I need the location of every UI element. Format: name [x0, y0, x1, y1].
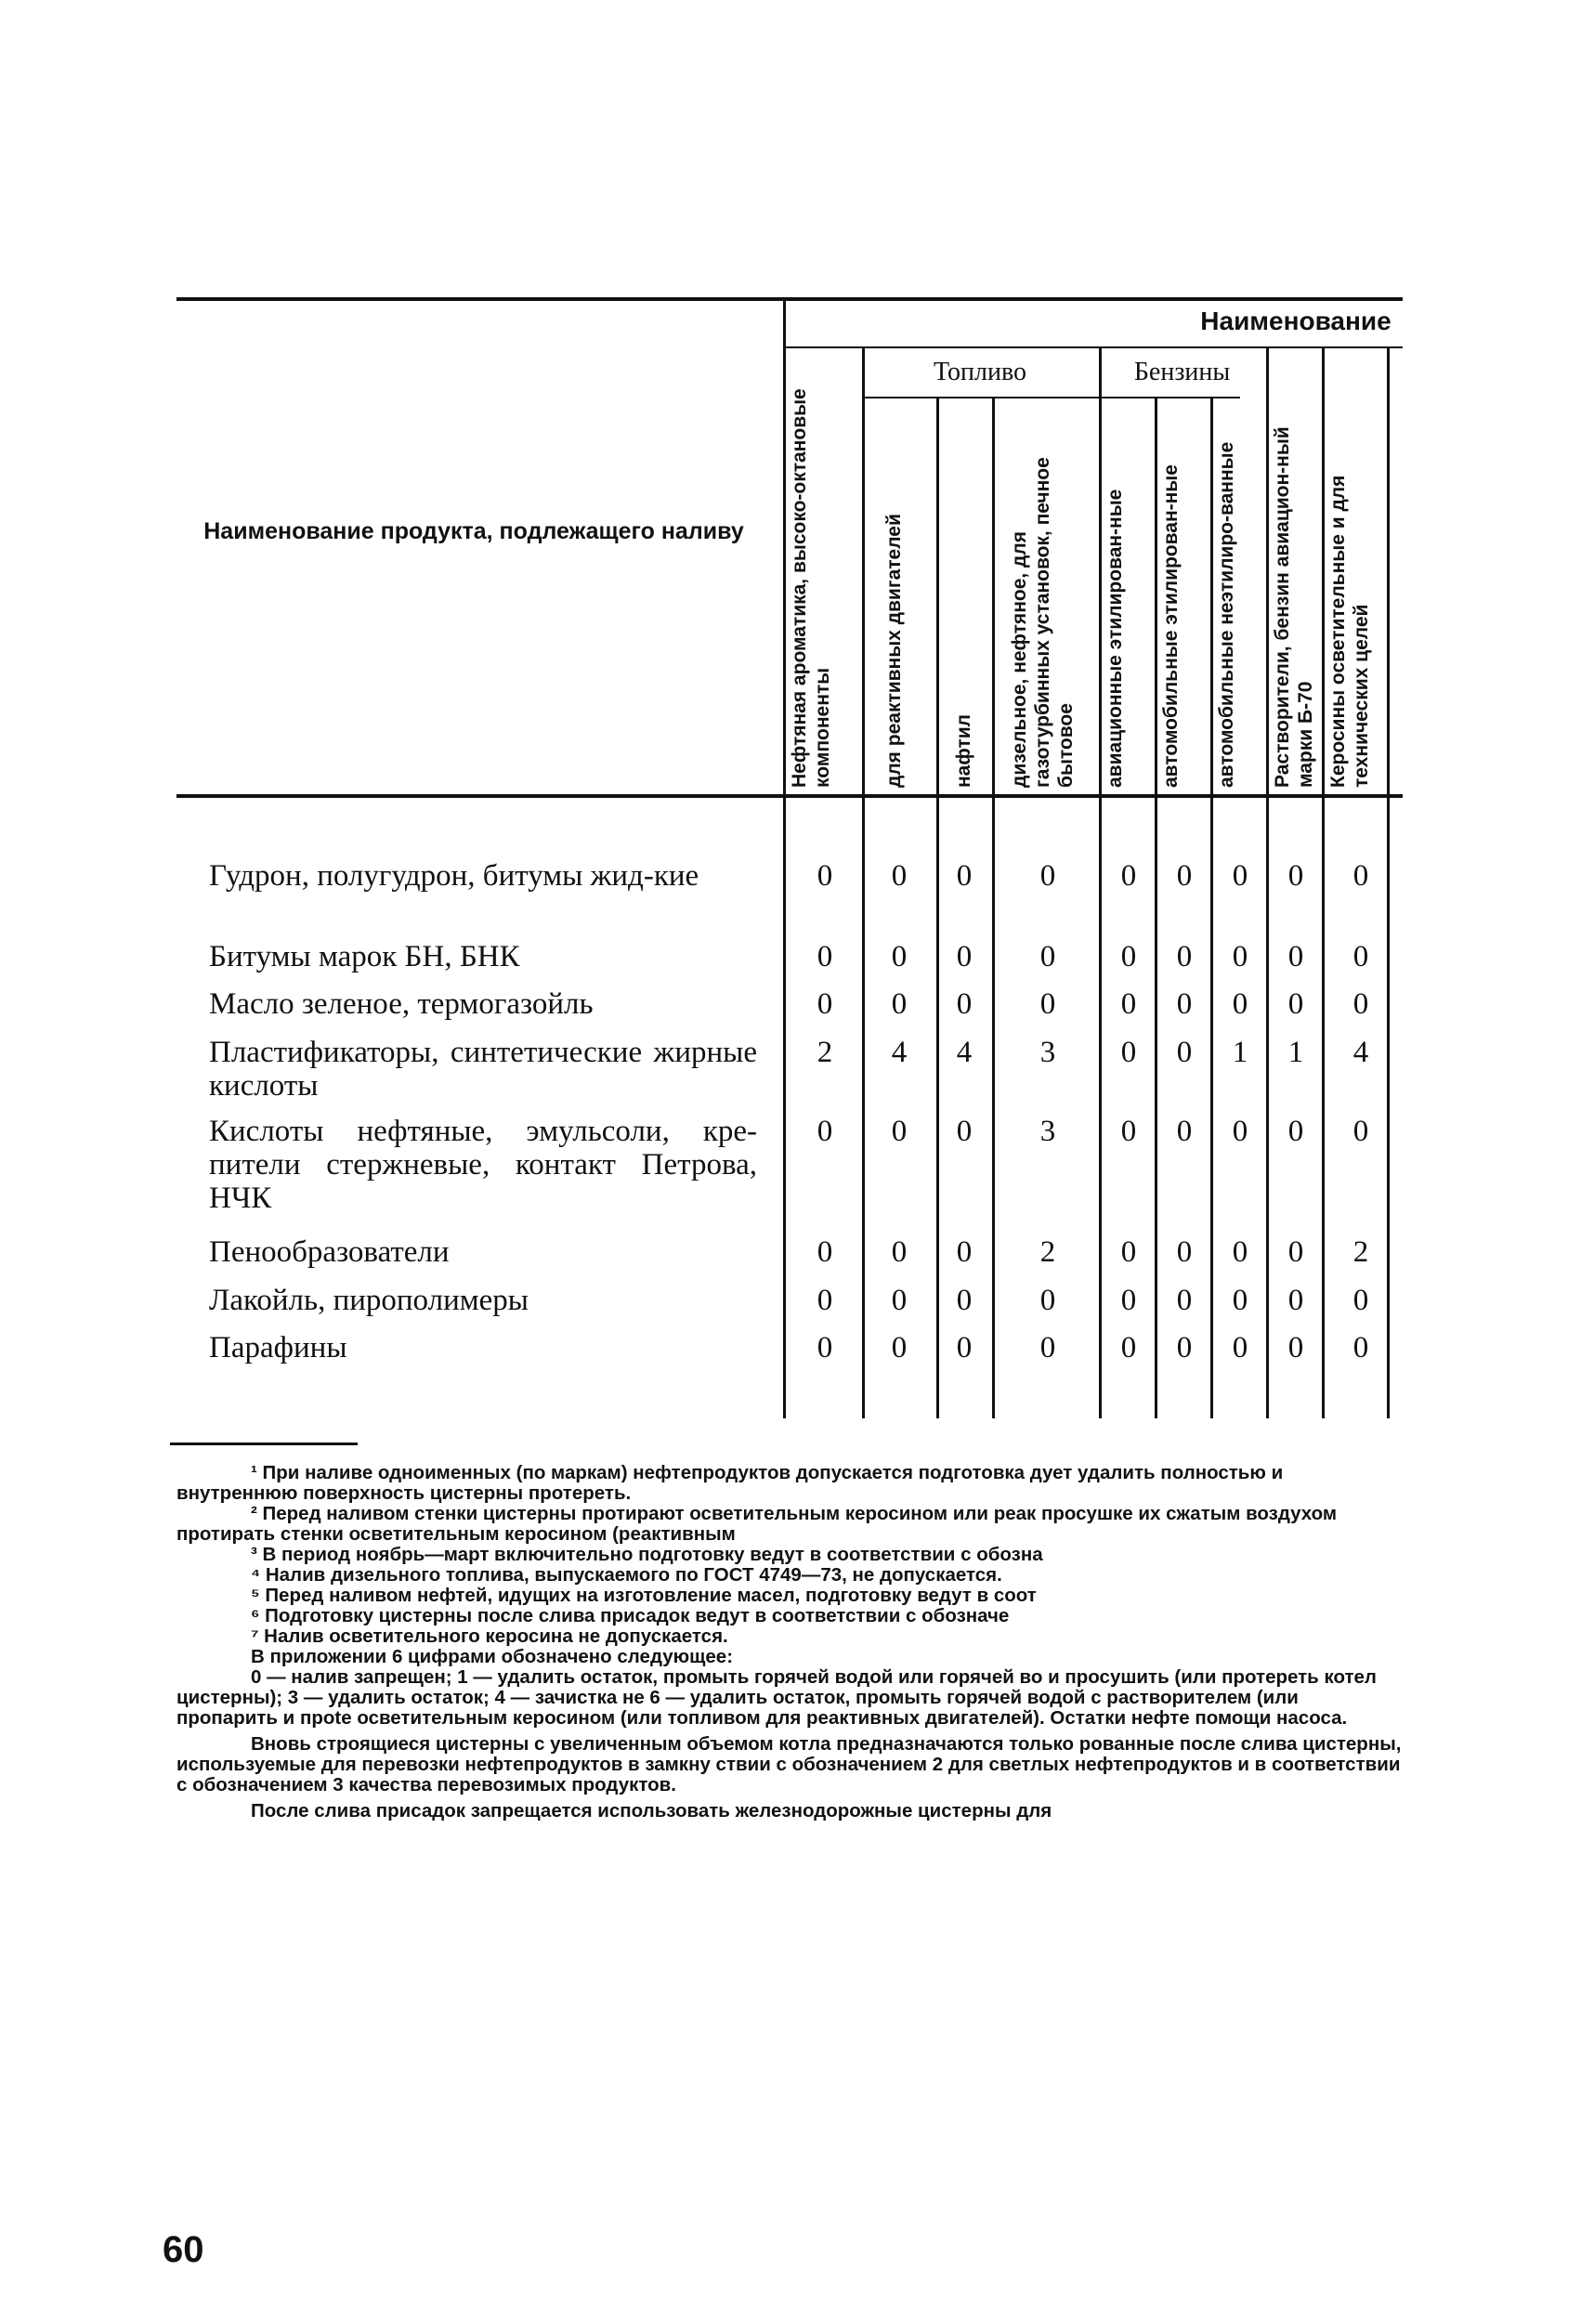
divider-c2 [936, 398, 939, 1418]
footnote-1: ¹ При наливе одноименных (по маркам) нефтепродуктов допускается подготовка дует удалить полностью и внутреннюю поверхность цистерны протереть. [176, 1462, 1284, 1504]
footnote-separator [170, 1443, 358, 1445]
table-cell: 0 [1287, 940, 1304, 973]
col-header-kerosene: Керосины осветительные и для технических целей [1327, 475, 1372, 788]
table-cell: 0 [1120, 987, 1137, 1021]
table-cell: 3 [1039, 1115, 1056, 1148]
table-cell: 0 [1176, 940, 1193, 973]
table-cell: 0 [1232, 859, 1248, 893]
table-cell: 0 [1176, 1235, 1193, 1269]
row-name: Парафины [209, 1331, 347, 1364]
table-cell: 0 [1176, 1115, 1193, 1148]
paragraph-additives: После слива присадок запрещается использовать железнодорожные цистерны для [251, 1800, 1052, 1821]
footnote-4: ⁴ Налив дизельного топлива, выпускаемого по ГОСТ 4749—73, не допускается. [251, 1564, 1002, 1586]
table-cell: 0 [891, 1235, 908, 1269]
table-cell: 0 [1039, 859, 1056, 893]
table-cell: 0 [1120, 1036, 1137, 1069]
row-name: Масло зеленое, термогазойль [209, 987, 594, 1021]
product-column-header: Наименование продукта, подлежащего наливу [203, 518, 744, 544]
table-cell: 0 [891, 859, 908, 893]
table-cell: 4 [956, 1036, 973, 1069]
table-cell: 0 [1176, 1036, 1193, 1069]
legend-text: 0 — налив запрещен; 1 — удалить остаток, промыть горячей водой или горячей во и просушить (или протереть котел цистерны); 3 — удалить остаток; 4 — зачистка не 6 — удалить остаток, промыть горячей водой с растворителем (или пропарить и прote осветительным керосином (или топливом для реактивных двигателей). Остатки нефте помощи насоса. [176, 1666, 1377, 1729]
group-rule-gasoline [1091, 397, 1240, 398]
table-cell: 0 [1352, 1331, 1369, 1364]
divider-c4 [1099, 348, 1102, 1418]
table-cell: 0 [956, 1115, 973, 1148]
table-cell: 0 [1120, 1284, 1137, 1317]
footnote-2: ² Перед наливом стенки цистерны протирают осветительным керосином или реак просушке их сжатым воздухом протирать стенки осветительным керосином (реактивным [176, 1503, 1338, 1545]
divider-c9 [1387, 348, 1390, 1418]
table-cell: 0 [1352, 1284, 1369, 1317]
table-cell: 0 [1120, 1331, 1137, 1364]
footnote-3: ³ В период ноябрь—март включительно подготовку ведут в соответствии с обозна [251, 1544, 1043, 1565]
table-cell: 0 [1287, 1115, 1304, 1148]
table-cell: 0 [1287, 987, 1304, 1021]
table-cell: 0 [1120, 1115, 1137, 1148]
row-name: Битумы марок БН, БНК [209, 940, 520, 973]
table-cell: 0 [817, 859, 833, 893]
divider-c8 [1322, 348, 1325, 1418]
table-cell: 0 [1039, 1284, 1056, 1317]
table-cell: 1 [1232, 1036, 1248, 1069]
table-cell: 0 [817, 1235, 833, 1269]
table-cell: 0 [1120, 940, 1137, 973]
table-cell: 0 [1232, 987, 1248, 1021]
table-cell: 0 [817, 1331, 833, 1364]
table-cell: 0 [1176, 1284, 1193, 1317]
row-name: Пенообразователи [209, 1235, 450, 1269]
footnotes [176, 1463, 1403, 1821]
divider-c3 [992, 398, 995, 1418]
footnote-6: ⁶ Подготовку цистерны после слива присадок ведут в соответствии с обозначе [251, 1605, 1010, 1626]
table-cell: 0 [1232, 1284, 1248, 1317]
table-cell: 0 [1287, 1284, 1304, 1317]
table-cell: 0 [956, 987, 973, 1021]
table-cell: 0 [1232, 1115, 1248, 1148]
table-cell: 0 [1352, 1115, 1369, 1148]
divider-c1 [862, 348, 865, 1418]
table-cell: 0 [1352, 859, 1369, 893]
table-cell: 0 [1352, 987, 1369, 1021]
table-cell: 0 [1287, 1235, 1304, 1269]
divider-c5 [1155, 398, 1157, 1418]
table-cell: 0 [956, 940, 973, 973]
table-cell: 0 [891, 1331, 908, 1364]
table-cell: 0 [1287, 859, 1304, 893]
table-cell: 0 [1176, 859, 1193, 893]
table-cell: 0 [1232, 940, 1248, 973]
table-cell: 0 [891, 987, 908, 1021]
paragraph-new-tanks: Вновь строящиеся цистерны с увеличенным объемом котла предназначаются только рованные после слива цистерны, используемые для перевозки нефтепродуктов в замкну ствии с обозначением 2 для светлых нефтепродуктов и в соответствии с обозначением 3 качества перевозимых продуктов. [176, 1733, 1402, 1795]
divider-c7 [1266, 348, 1269, 1418]
table-cell: 0 [1176, 987, 1193, 1021]
col-header-diesel: дизельное, нефтяное, для газотурбинных установок, печное бытовое [1009, 457, 1077, 788]
group-gasoline: Бензины [1133, 358, 1231, 386]
table-cell: 0 [1287, 1331, 1304, 1364]
table-cell: 4 [1352, 1036, 1369, 1069]
legend-intro: В приложении 6 цифрами обозначено следующее: [251, 1646, 734, 1667]
col-header-jet-fuel: для реактивных двигателей [883, 514, 905, 788]
table-cell: 0 [891, 1284, 908, 1317]
table-cell: 0 [956, 1331, 973, 1364]
divider-product [783, 299, 786, 1418]
table-cell: 0 [817, 1284, 833, 1317]
table-cell: 0 [1039, 1331, 1056, 1364]
table-cell: 0 [956, 1235, 973, 1269]
table-cell: 0 [1039, 987, 1056, 1021]
top-title: Наименование [1200, 307, 1392, 335]
table-top-rule [176, 297, 1403, 301]
table-cell: 0 [891, 1115, 908, 1148]
table-cell: 0 [817, 987, 833, 1021]
table-cell: 0 [891, 940, 908, 973]
table-cell: 4 [891, 1036, 908, 1069]
table-cell: 2 [1352, 1235, 1369, 1269]
table-cell: 1 [1287, 1036, 1304, 1069]
group-fuel: Топливо [934, 358, 1026, 386]
col-header-aviation-leaded: авиационные этилирован-ные [1104, 489, 1126, 788]
row-name: Лакойль, пирополимеры [209, 1284, 529, 1317]
table-cell: 0 [1120, 1235, 1137, 1269]
divider-c6 [1210, 398, 1213, 1418]
table-cell: 0 [1120, 859, 1137, 893]
table-cell: 2 [1039, 1235, 1056, 1269]
footnote-7: ⁷ Налив осветительного керосина не допускается. [251, 1625, 728, 1647]
table-cell: 0 [817, 940, 833, 973]
col-header-solvents: Растворители, бензин авиацион-ный марки Б-70 [1272, 426, 1316, 788]
header-bottom-rule [176, 794, 1403, 798]
table-cell: 0 [1232, 1235, 1248, 1269]
col-header-aromatics: Нефтяная ароматика, высоко-октановые компоненты [789, 388, 833, 788]
table-cell: 2 [817, 1036, 833, 1069]
row-name: Гудрон, полугудрон, битумы жид-кие [209, 859, 699, 893]
group-rule-fuel [864, 397, 1091, 398]
table-cell: 0 [1176, 1331, 1193, 1364]
table-cell: 0 [1352, 940, 1369, 973]
row-name: Пластификаторы, синтетические жирные кислоты [209, 1036, 757, 1103]
header-title-rule [785, 346, 1403, 348]
page-number: 60 [163, 2229, 204, 2270]
table-cell: 0 [1232, 1331, 1248, 1364]
table-cell: 3 [1039, 1036, 1056, 1069]
row-name: Кислоты нефтяные, эмульсоли, кре-пители стержневые, контакт Петрова, НЧК [209, 1115, 757, 1215]
table-cell: 0 [956, 859, 973, 893]
table-cell: 0 [956, 1284, 973, 1317]
footnote-5: ⁵ Перед наливом нефтей, идущих на изготовление масел, подготовку ведут в соот [251, 1585, 1037, 1606]
col-header-naftil: нафтил [953, 714, 974, 788]
col-header-auto-unleaded: автомобильные неэтилиро-ванные [1216, 441, 1237, 788]
table-cell: 0 [817, 1115, 833, 1148]
col-header-auto-leaded: автомобильные этилирован-ные [1160, 464, 1182, 788]
table-cell: 0 [1039, 940, 1056, 973]
